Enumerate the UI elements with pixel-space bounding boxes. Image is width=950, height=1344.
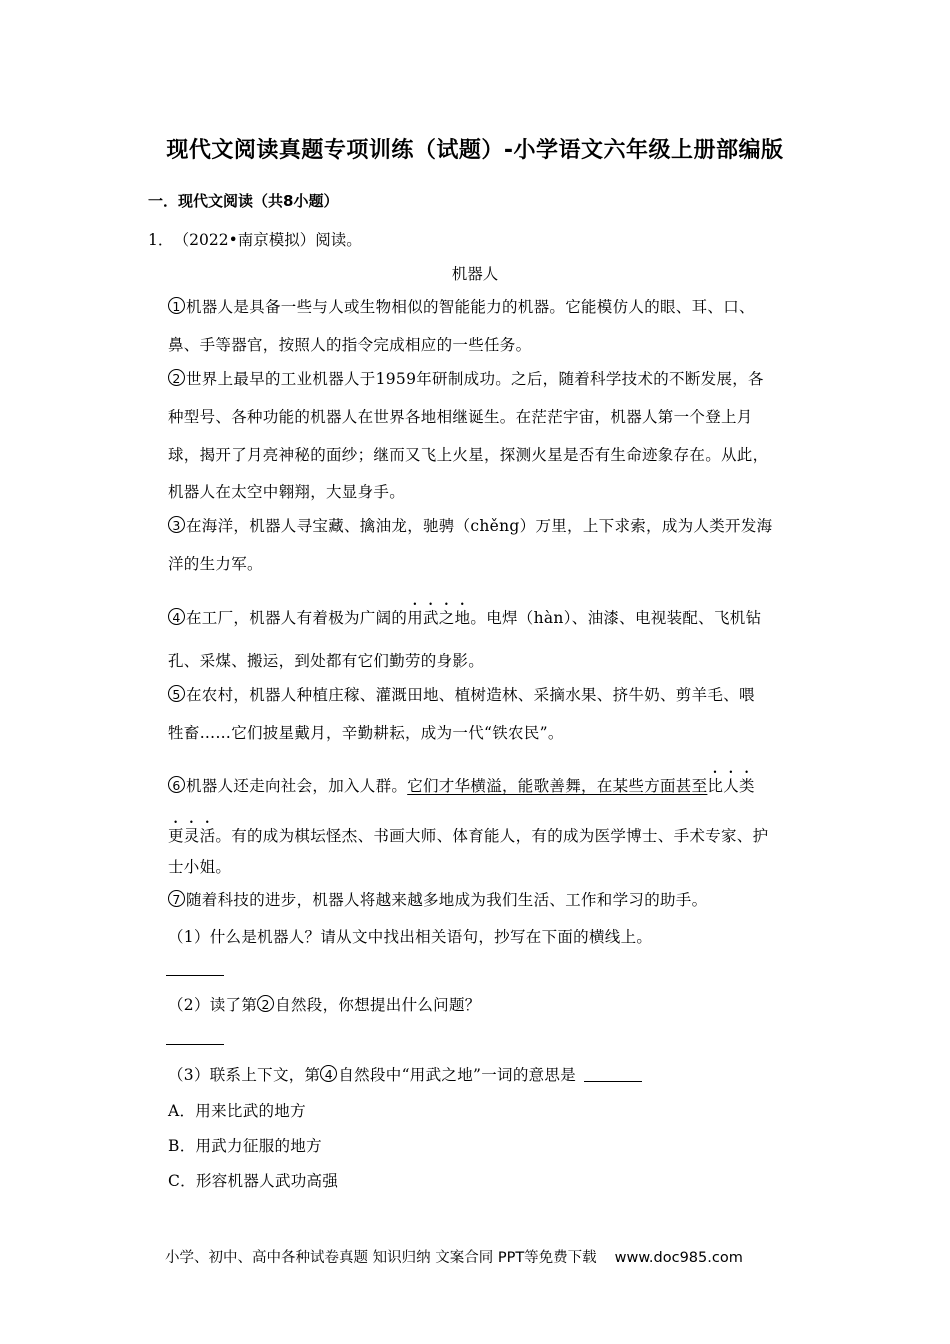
- subquestion-2: （2）读了第 2 自然段，你想提出什么问题？: [168, 996, 481, 1014]
- emphasized-phrase: 用武之地: [407, 609, 471, 627]
- question-number: 1．: [148, 231, 174, 249]
- paragraph-2-line-2: 种型号、各种功能的机器人在世界各地相继诞生。在茫茫宇宙，机器人第一个登上月: [168, 408, 753, 426]
- paragraph-number-badge: 3: [168, 516, 185, 533]
- page-title: 现代文阅读真题专项训练（试题）-小学语文六年级上册部编版: [166, 138, 784, 163]
- answer-blank-3[interactable]: [584, 1067, 642, 1082]
- paragraph-3-line-2: 洋的生力军。: [168, 555, 263, 573]
- emphasized-phrase: 比人类: [707, 777, 755, 795]
- subquestion-3: （3）联系上下文，第 4 自然段中“用武之地”一词的意思是: [168, 1063, 642, 1085]
- question-source: （2022•南京模拟）阅读。: [181, 231, 362, 249]
- answer-blank-2[interactable]: [166, 1044, 224, 1045]
- paragraph-5-line-2: 牲畜……它们披星戴月，辛勤耕耘，成为一代“铁农民”。: [168, 724, 564, 742]
- paragraph-1-line-1: 1 机器人是具备一些与人或生物相似的智能能力的机器。它能模仿人的眼、耳、口、: [168, 295, 755, 317]
- option-c: C．形容机器人武功高强: [168, 1172, 339, 1190]
- paragraph-4-line-2: 孔、采煤、搬运，到处都有它们勤劳的身影。: [168, 652, 485, 670]
- paragraph-number-badge: 7: [168, 890, 185, 907]
- paragraph-3-line-1: 3 在海洋，机器人寻宝藏、擒油龙，驰骋（chěng）万里，上下求索，成为人类开发海: [168, 514, 772, 536]
- footer-url[interactable]: www.doc985.com: [614, 1250, 743, 1266]
- paragraph-6-line-2: 更灵活。有的成为棋坛怪杰、书画大师、体育能人，有的成为医学博士、手术专家、护: [168, 827, 769, 845]
- answer-blank-1[interactable]: [166, 975, 224, 976]
- paragraph-number-badge: 6: [168, 776, 185, 793]
- paragraph-5-line-1: 5 在农村，机器人种植庄稼、灌溉田地、植树造林、采摘水果、挤牛奶、剪羊毛、喂: [168, 683, 755, 705]
- paragraph-6-line-3: 士小姐。: [168, 858, 232, 876]
- emphasized-phrase: 更灵活: [168, 827, 216, 845]
- paragraph-number-badge: 1: [168, 297, 185, 314]
- page-footer: [165, 1246, 743, 1267]
- paragraph-4-line-1: 4 在工厂，机器人有着极为广阔的用武之地。电焊（hàn）、油漆、电视装配、飞机钻: [168, 600, 761, 628]
- footer-text: 小学、初中、高中各种试卷真题 知识归纳 文案合同 PPT等免费下载: [165, 1250, 597, 1266]
- paragraph-6-line-1: 6 机器人还走向社会，加入人群。它们才华横溢，能歌善舞，在某些方面甚至比人类: [168, 768, 755, 796]
- paragraph-number-badge: 5: [168, 685, 185, 702]
- paragraph-2-line-1: 2 世界上最早的工业机器人于1959年研制成功。之后，随着科学技术的不断发展，各: [168, 367, 764, 389]
- subquestion-1: （1）什么是机器人？请从文中找出相关语句，抄写在下面的横线上。: [168, 928, 653, 946]
- paragraph-2-line-3: 球，揭开了月亮神秘的面纱；继而又飞上火星，探测火星是否有生命迹象存在。从此，: [168, 446, 769, 464]
- option-b: B．用武力征服的地方: [168, 1137, 322, 1155]
- paragraph-7-line-1: 7 随着科技的进步，机器人将越来越多地成为我们生活、工作和学习的助手。: [168, 888, 707, 910]
- option-a: A．用来比武的地方: [168, 1102, 306, 1120]
- question-header: [148, 228, 362, 250]
- paragraph-2-line-4: 机器人在太空中翱翔，大显身手。: [168, 483, 406, 501]
- paragraph-number-badge: 2: [168, 369, 185, 386]
- paragraph-number-badge: 2: [257, 995, 274, 1012]
- passage-title: 机器人: [451, 265, 499, 283]
- paragraph-number-badge: 4: [320, 1065, 337, 1082]
- section-heading: 一．现代文阅读（共8小题）: [148, 192, 339, 210]
- paragraph-number-badge: 4: [168, 608, 185, 625]
- underlined-sentence: 它们才华横溢，能歌善舞，在某些方面甚至: [407, 777, 708, 795]
- paragraph-1-line-2: 鼻、手等器官，按照人的指令完成相应的一些任务。: [168, 336, 532, 354]
